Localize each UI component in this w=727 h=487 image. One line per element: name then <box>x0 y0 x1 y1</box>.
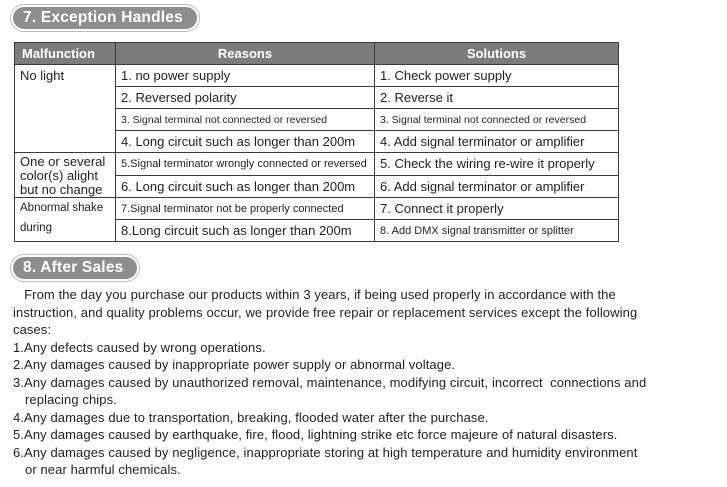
reason-cell: 2. Reversed polarity <box>116 87 375 109</box>
table-row <box>15 65 619 87</box>
header-reasons: Reasons <box>116 43 375 65</box>
reason-cell: 5.Signal terminator wrongly connected or reversed <box>116 153 375 176</box>
table-row <box>15 198 619 220</box>
after-sales-item-1: 1.Any defects caused by wrong operations. <box>13 339 266 355</box>
after-sales-intro-line: From the day you purchase our products within 3 years, if being used properly in accordance with the <box>13 287 616 302</box>
malfunction-line: during <box>20 222 52 234</box>
table-header-row <box>15 43 619 65</box>
after-sales-item-6-cont: or near harmful chemicals. <box>25 462 181 477</box>
after-sales-item-3-cont: replacing chips. <box>25 392 117 407</box>
malfunction-line: One or several <box>20 154 106 169</box>
solution-cell: 2. Reverse it <box>375 87 619 109</box>
after-sales-item-3: 3.Any damages caused by unauthorized removal, maintenance, modifying circuit, incorrect connections and <box>13 374 647 390</box>
header-malfunction: Malfunction <box>15 43 116 65</box>
after-sales-item-5: 5.Any damages caused by earthquake, fire, flood, lightning strike etc force majeure of natural disasters. <box>13 427 618 442</box>
section-8-heading: 8. After Sales <box>13 257 137 279</box>
malfunction-line: color(s) alight <box>20 168 99 183</box>
malfunction-line: Abnormal shake <box>20 202 104 214</box>
malfunction-line: but no change <box>20 182 103 197</box>
solution-cell: 4. Add signal terminator or amplifier <box>375 131 619 153</box>
solution-cell: 3. Signal terminal not connected or reversed <box>375 109 619 131</box>
malfunction-no-light: No light <box>15 65 116 153</box>
solution-cell: 8. Add DMX signal transmitter or splitter <box>375 220 619 242</box>
after-sales-item-6: 6.Any damages caused by negligence, inappropriate storing at high temperature and humidity environment <box>13 444 638 460</box>
solution-cell: 6. Add signal terminator or amplifier <box>375 175 619 198</box>
reason-cell: 4. Long circuit such as longer than 200m <box>116 131 375 153</box>
after-sales-item-2: 2.Any damages caused by inappropriate power supply or abnormal voltage. <box>13 357 456 372</box>
malfunction-color-no-change <box>15 153 116 198</box>
section-7-heading: 7. Exception Handles <box>13 7 197 29</box>
exception-handles-table <box>14 42 619 242</box>
solution-cell: 7. Connect it properly <box>375 198 619 220</box>
table-row <box>15 153 619 176</box>
solution-cell: 1. Check power supply <box>375 65 619 87</box>
after-sales-item-4: 4.Any damages due to transportation, breaking, flooded water after the purchase. <box>13 409 489 425</box>
reason-cell: 3. Signal terminal not connected or reversed <box>116 109 375 131</box>
after-sales-intro-line: cases: <box>13 322 52 337</box>
reason-cell: 7.Signal terminator not be properly connected <box>116 198 375 220</box>
reason-cell: 6. Long circuit such as longer than 200m <box>116 175 375 198</box>
after-sales-intro-line: instruction, and quality problems occur, we provide free repair or replacement services except the following <box>13 304 638 320</box>
reason-cell: 1. no power supply <box>116 65 375 87</box>
malfunction-abnormal-shake <box>15 198 116 242</box>
solution-cell: 5. Check the wiring re-wire it properly <box>375 153 619 176</box>
header-solutions: Solutions <box>375 43 619 65</box>
reason-cell: 8.Long circuit such as longer than 200m <box>116 220 375 242</box>
